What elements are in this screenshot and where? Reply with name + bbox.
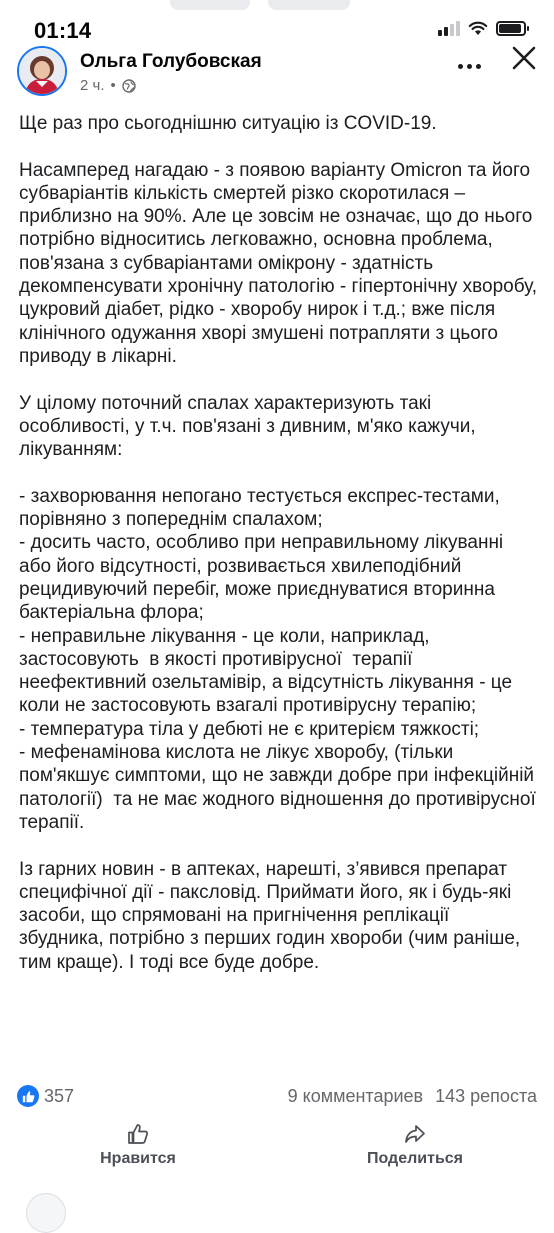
- share-button[interactable]: [356, 1122, 474, 1174]
- post-paragraph: У цілому поточний спалах характеризують такі особливості, у т.ч. пов'язані з дивним, м'яко кажучи, лікуванням:: [19, 392, 481, 461]
- close-icon[interactable]: [510, 44, 538, 72]
- battery-icon: [496, 21, 526, 36]
- cellular-signal-icon: [438, 20, 460, 36]
- background-tab: [268, 0, 350, 10]
- status-icons: [438, 20, 526, 36]
- post-paragraph: - захворювання непогано тестується експрес-тестами, порівняно з попереднім спалахом; - досить часто, особливо при неправильному лікуванні або його відсутності, розвивається хвилеподібний рецидивуючий перебіг, може приєднуватися вторинна бактеріальна флора; - неправильне лікування - це коли, наприклад, застосовують в якості противірусної терапії неефективний озельтамівір, а відсутність лікування - це коли не застосовують взагалі противірусну терапію; - температура тіла у дебюті не є критерієм тяжкості; - мефенамінова кислота не лікує хворобу, (тільки пом'якшує симптоми, що не завжди добре при інфекційній патології) та не має жодного відношення до противірусної терапії.: [19, 485, 536, 833]
- like-count[interactable]: 357: [44, 1086, 75, 1106]
- background-tab: [170, 0, 250, 10]
- author-avatar[interactable]: [17, 46, 67, 96]
- like-button-label: Нравится: [100, 1150, 176, 1167]
- more-options-button[interactable]: [454, 54, 484, 78]
- meta-separator: •: [110, 77, 116, 94]
- like-button[interactable]: [86, 1122, 190, 1174]
- share-arrow-icon: [403, 1122, 427, 1146]
- post-text: [19, 112, 543, 974]
- post-stats: [0, 1084, 554, 1110]
- author-name[interactable]: Ольга Голубовская: [80, 51, 262, 72]
- more-dot-icon: [467, 64, 472, 69]
- avatar-image: [19, 48, 65, 94]
- globe-icon: [122, 79, 136, 93]
- post-paragraph: Насамперед нагадаю - з появою варіанту Omicron та його субваріантів кількість смертей різко скоротилася – приблизно на 90%. Але це зовсім не означає, що до нього потрібно відноситись легковажно, основна проблема, пов'язана з субваріантами омікрону - здатність декомпенсувати хронічну патологію - гіпертонічну хворобу, цукровий діабет, рідко - хворобу нирок і т.д.; вже після клінічного одужання хворі змушені потрапляти з цього приводу в лікарні.: [19, 159, 543, 367]
- comment-avatar: [26, 1193, 66, 1233]
- more-dot-icon: [476, 64, 481, 69]
- post-time[interactable]: 2 ч.: [80, 77, 105, 94]
- post-actions: [0, 1122, 554, 1174]
- wifi-icon: [468, 21, 488, 36]
- battery-level: [499, 24, 521, 33]
- thumbs-up-outline-icon: [126, 1122, 150, 1146]
- status-time: 01:14: [34, 18, 92, 43]
- comment-count[interactable]: 9 комментариев: [287, 1086, 424, 1106]
- status-bar: [0, 0, 554, 46]
- like-reaction-icon[interactable]: [17, 1085, 39, 1107]
- post-header: [0, 44, 554, 100]
- share-count[interactable]: 143 репоста: [435, 1086, 537, 1106]
- post-paragraph: Ще раз про сьогоднішню ситуацію із COVID-19.: [19, 113, 437, 134]
- post-paragraph: Із гарних новин - в аптеках, нарешті, з’явився препарат специфічної дії - паксловід. Приймати його, як і будь-які засоби, що спрямовані на пригнічення реплікації збудника, потрібно з перших годин хвороби (чим раніше, тим краще). І тоді все буде добре.: [19, 858, 526, 973]
- stats-right: [288, 1086, 537, 1107]
- thumbs-up-icon: [22, 1090, 35, 1103]
- more-dot-icon: [458, 64, 463, 69]
- share-button-label: Поделиться: [366, 1150, 464, 1167]
- post-meta: [80, 77, 136, 94]
